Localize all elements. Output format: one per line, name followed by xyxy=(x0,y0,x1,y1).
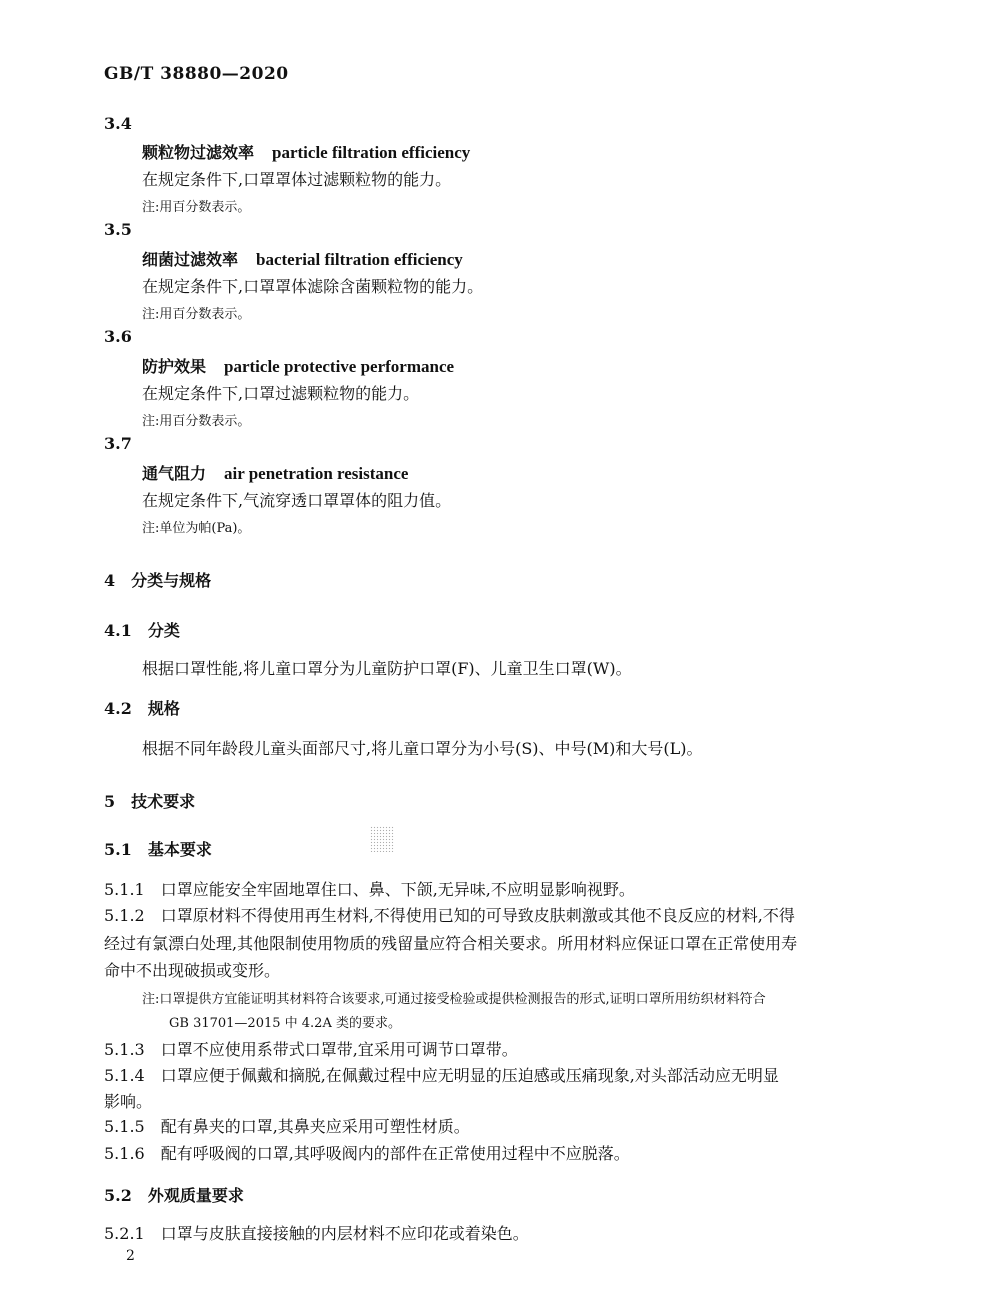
clause-5-1-4: 5.1.4 口罩应便于佩戴和摘脱,在佩戴过程中应无明显的压迫感或压痛现象,对头部活动应无明显 xyxy=(104,1066,779,1085)
term-en: bacterial filtration efficiency xyxy=(256,250,463,269)
section-title: 5 技术要求 xyxy=(104,792,196,811)
paragraph: 根据口罩性能,将儿童口罩分为儿童防护口罩(F)、儿童卫生口罩(W)。 xyxy=(142,659,632,678)
term-title xyxy=(142,354,454,377)
term-title xyxy=(142,140,470,163)
term-en: particle filtration efficiency xyxy=(272,143,471,162)
paragraph: 根据不同年龄段儿童头面部尺寸,将儿童口罩分为小号(S)、中号(M)和大号(L)。 xyxy=(142,739,703,758)
subsection-title: 5.1 基本要求 xyxy=(104,840,212,859)
term-definition: 在规定条件下,口罩罩体过滤颗粒物的能力。 xyxy=(142,170,452,189)
term-title xyxy=(142,461,408,484)
subsection-title: 4.1 分类 xyxy=(104,621,180,640)
clause-note-cont: GB 31701—2015 中 4.2A 类的要求。 xyxy=(169,1016,401,1031)
clause-5-1-3: 5.1.3 口罩不应使用系带式口罩带,宜采用可调节口罩带。 xyxy=(104,1040,518,1059)
term-definition: 在规定条件下,气流穿透口罩罩体的阻力值。 xyxy=(142,491,452,510)
term-zh: 细菌过滤效率 xyxy=(142,250,239,269)
clause-5-1-6: 5.1.6 配有呼吸阀的口罩,其呼吸阀内的部件在正常使用过程中不应脱落。 xyxy=(104,1144,630,1163)
standard-header: GB/T 38880—2020 xyxy=(104,64,289,84)
term-note: 注:单位为帕(Pa)。 xyxy=(142,521,251,536)
page-number: 2 xyxy=(126,1248,135,1264)
term-zh: 颗粒物过滤效率 xyxy=(142,143,255,162)
term-definition: 在规定条件下,口罩过滤颗粒物的能力。 xyxy=(142,384,420,403)
clause-5-1-1: 5.1.1 口罩应能安全牢固地罩住口、鼻、下颌,无异味,不应明显影响视野。 xyxy=(104,880,635,899)
subsection-title: 5.2 外观质量要求 xyxy=(104,1186,244,1205)
term-number: 3.5 xyxy=(104,220,132,239)
subsection-title: 4.2 规格 xyxy=(104,699,180,718)
term-note: 注:用百分数表示。 xyxy=(142,200,251,215)
term-note: 注:用百分数表示。 xyxy=(142,414,251,429)
term-definition: 在规定条件下,口罩罩体滤除含菌颗粒物的能力。 xyxy=(142,277,484,296)
term-en: air penetration resistance xyxy=(224,464,409,483)
term-note: 注:用百分数表示。 xyxy=(142,307,251,322)
term-zh: 通气阻力 xyxy=(142,464,207,483)
term-en: particle protective performance xyxy=(224,357,455,376)
clause-5-1-4-cont: 影响。 xyxy=(104,1092,153,1111)
term-title xyxy=(142,247,463,270)
term-number: 3.7 xyxy=(104,434,132,453)
clause-5-1-2-cont: 命中不出现破损或变形。 xyxy=(104,961,281,980)
section-title: 4 分类与规格 xyxy=(104,571,212,590)
clause-5-1-5: 5.1.5 配有鼻夹的口罩,其鼻夹应采用可塑性材质。 xyxy=(104,1117,470,1136)
clause-5-1-2-cont: 经过有氯漂白处理,其他限制使用物质的残留量应符合相关要求。所用材料应保证口罩在正常使用寿 xyxy=(104,934,798,953)
term-zh: 防护效果 xyxy=(142,357,207,376)
clause-5-2-1: 5.2.1 口罩与皮肤直接接触的内层材料不应印花或着染色。 xyxy=(104,1224,529,1243)
clause-note: 注:口罩提供方宜能证明其材料符合该要求,可通过接受检验或提供检测报告的形式,证明口罩所用纺织材料符合 xyxy=(142,992,766,1007)
scan-artifact xyxy=(370,826,394,852)
term-number: 3.6 xyxy=(104,327,132,346)
clause-5-1-2: 5.1.2 口罩原材料不得使用再生材料,不得使用已知的可导致皮肤刺激或其他不良反应的材料,不得 xyxy=(104,906,795,925)
term-number: 3.4 xyxy=(104,114,132,133)
